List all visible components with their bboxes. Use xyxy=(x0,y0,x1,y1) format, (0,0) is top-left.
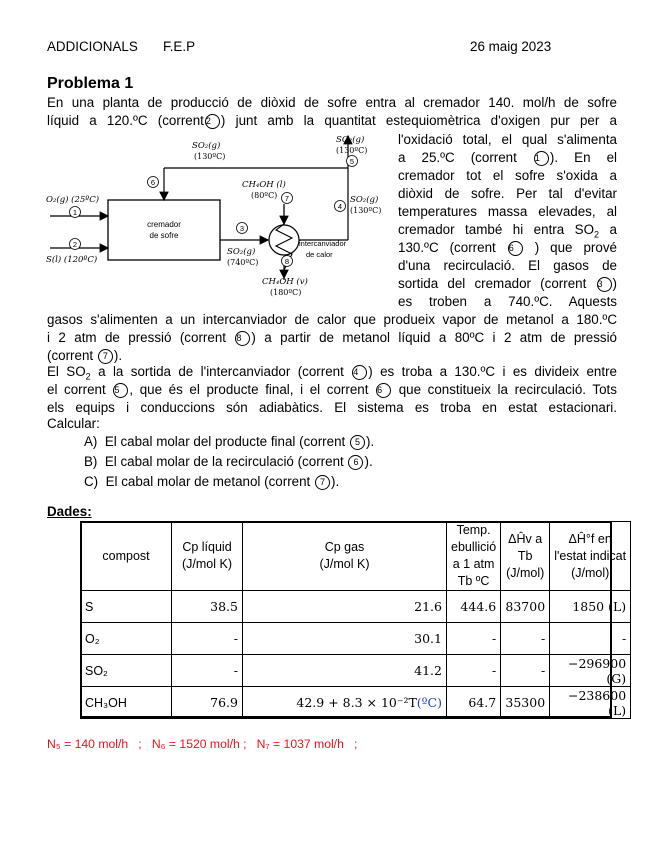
data-table xyxy=(80,521,631,719)
para2-line-2: el corrent 5 , que és el producte final, i el corrent 6 que constitueix la recirculació. Tots xyxy=(47,382,617,397)
stream-7-marker: 7 xyxy=(98,349,113,364)
question-c: C) El cabal molar de metanol (corrent 7 ). xyxy=(84,474,340,489)
question-a: A) El cabal molar del producte final (corrent 5 ). xyxy=(84,434,375,449)
para2-stream-6: 6 xyxy=(376,383,391,398)
stream-2-marker: 2 xyxy=(205,114,220,129)
stream-8-marker: 8 xyxy=(235,331,250,346)
diagram-stream-8: 8 xyxy=(284,257,290,266)
intro-full-1: gasos s'alimenten a un intercanviador de calor que produeix vapor de metanol a 180.ºC xyxy=(47,312,617,327)
col-cp-gas: Cp gas (J/mol K) xyxy=(243,522,447,591)
table-row: SO₂ - 41.2 - - −296900 (G) xyxy=(81,655,631,687)
header-course: ADDICIONALS xyxy=(47,39,138,54)
intro-full-3: (corrent 7 ). xyxy=(47,348,123,363)
so2-right4-label: SO₂(g) xyxy=(350,195,379,205)
para2-line-4: Calcular: xyxy=(47,416,100,431)
stream-1-marker: 1 xyxy=(534,151,549,166)
so2-right5-label: SO₂(g) xyxy=(336,135,365,145)
intro-right-5: temperatures massa elevades, al xyxy=(398,204,617,219)
ch3oh-l-temp: (80ºC) xyxy=(251,191,278,200)
ch3oh-v-temp: (180ºC) xyxy=(270,288,302,297)
intro-right-1: l'oxidació total, el qual s'alimenta xyxy=(398,132,617,147)
burner-box xyxy=(108,200,220,260)
diagram-stream-4: 4 xyxy=(337,202,343,211)
para2-line-3: els equips i conduccions són adiabàtics. El sistema es troba en estat estacionari. xyxy=(47,400,617,415)
s-label: S(l) (120ºC) xyxy=(46,255,98,265)
intro-full-2: i 2 atm de pressió (corrent 8 ) a partir de metanol líquid a 80ºC i 2 atm de pressió xyxy=(47,330,618,345)
intro-right-9: sortida del cremador (corrent 3 ) xyxy=(398,276,617,291)
table-header-row xyxy=(81,522,631,591)
diagram-stream-5: 5 xyxy=(349,157,355,166)
o2-label: O₂(g) (25ºC) xyxy=(46,195,100,205)
exchanger-label: intercanviador xyxy=(299,239,347,248)
header-date: 26 maig 2023 xyxy=(470,39,552,54)
intro-right-2: a 25.ºC (corrent 1 ). En el xyxy=(398,150,617,165)
intro-line-2: líquid a 120.ºC (corrent 2 ) junt amb la quantitat estequiomètrica d'oxigen pur per a xyxy=(47,113,617,128)
diagram-stream-1: 1 xyxy=(72,208,78,217)
dades-label: Dades: xyxy=(47,504,92,519)
header-group: F.E.P xyxy=(163,39,195,54)
intro-right-8: d'una recirculació. El gasos de xyxy=(398,258,617,273)
para2-line-1: El $SO_2$ a la sortida de l'intercanviador (corrent 4 ) es troba a 130.ºC i es divideix entre xyxy=(47,364,617,382)
table-row: CH₃OH 76.9 42.9 + 8.3 × 10⁻²T(ºC) 64.7 35300 −238600 (L) xyxy=(81,687,631,719)
stream-3-marker: 3 xyxy=(597,277,612,292)
intro-right-3: cremador tot el sofre s'oxida a xyxy=(398,168,617,183)
answers-line: N₅ = 140 mol/h ; N₆ = 1520 mol/h ; N₇ = 1037 mol/h ; xyxy=(47,737,358,751)
ch3oh-v-label: CH₄OH (v) xyxy=(262,277,308,287)
diagram-stream-3: 3 xyxy=(239,224,245,233)
intro-right-7: 130.ºC (corrent 6 ) que prové xyxy=(398,240,617,255)
ch3oh-l-label: CH₄OH (l) xyxy=(242,180,286,190)
so2-right5-temp: (130ºC) xyxy=(336,146,368,155)
intro-line-1: En una planta de producció de diòxid de sofre entra al cremador 140. mol/h de sofre xyxy=(47,95,617,110)
burner-label-2: de sofre xyxy=(149,231,179,240)
question-b: B) El cabal molar de la recirculació (corrent 6 ). xyxy=(84,454,373,469)
stream-6-marker: 6 xyxy=(508,241,523,256)
para2-stream-5: 5 xyxy=(113,383,128,398)
so2-mid-label: SO₂(g) xyxy=(227,247,256,257)
table-row: O₂ - 30.1 - - - xyxy=(81,623,631,655)
col-cp-liquid: Cp líquid (J/mol K) xyxy=(172,522,243,591)
intro-right-6: cremador també hi entra $SO_2$ a xyxy=(398,222,618,240)
so2-top-label: SO₂(g) xyxy=(192,141,221,151)
col-compost: compost xyxy=(81,522,172,591)
so2-right4-temp: (130ºC) xyxy=(350,206,382,215)
col-hv: ΔĤv a Tb (J/mol) xyxy=(501,522,550,591)
diagram-stream-6: 6 xyxy=(150,178,156,187)
so2-mid-temp: (740ºC) xyxy=(227,258,259,267)
burner-label: cremador xyxy=(147,220,181,229)
intro-right-10: es troben a 740.ºC. Aquests xyxy=(398,294,617,309)
problem-title: Problema 1 xyxy=(47,75,134,92)
col-boiling: Temp. ebullició a 1 atm Tb ºC xyxy=(447,522,501,591)
diagram-stream-7: 7 xyxy=(284,194,290,203)
process-diagram xyxy=(44,130,394,302)
intro-right-4: diòxid de sofre. Per tal d'evitar xyxy=(398,186,617,201)
col-hf: ΔĤ°f en l'estat indicat (J/mol) xyxy=(550,522,631,591)
diagram-stream-2: 2 xyxy=(72,240,78,249)
so2-top-temp: (130ºC) xyxy=(194,152,226,161)
table-row: S 38.5 21.6 444.6 83700 1850 (L) xyxy=(81,591,631,623)
exchanger-label-2: de calor xyxy=(306,250,333,259)
para2-stream-4: 4 xyxy=(352,365,367,380)
